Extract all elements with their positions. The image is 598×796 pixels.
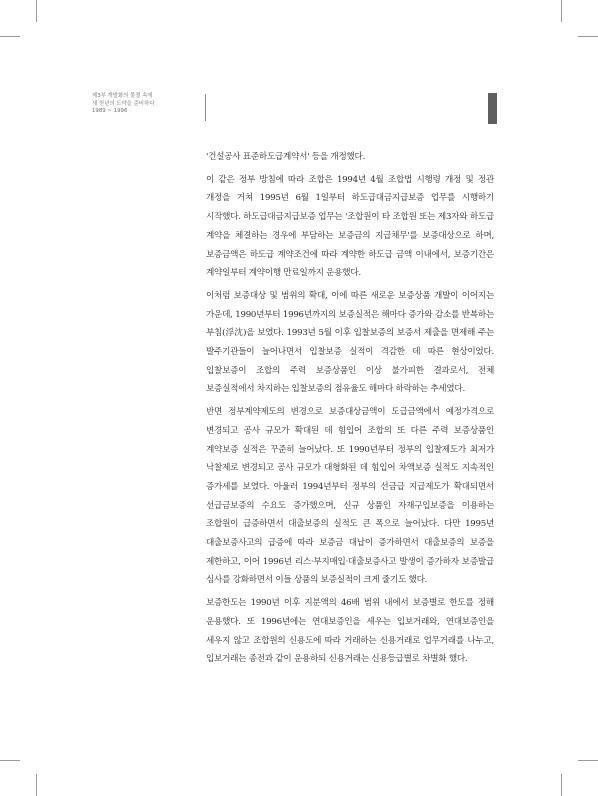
crop-mark-bottom-left-v <box>36 774 37 796</box>
paragraph: 반면 정부계약제도의 변경으로 보증대상금액이 도급금액에서 예정가격으로 변경되고 공사 규모가 확대된 데 힘입어 조합의 또 다른 주력 보증상품인 계약보증 실적은 꾸준히 늘어났다. 또 1990년부터 정부의 입찰제도가 최저가 낙찰제로 변경되고 공사 규모가 대형화된 데 힘입어 차액보증 실적도 지속적인 증가세를 보였다. 아울러 1994년부터 정부의 선금급 지급제도가 확대되면서 선급금보증의 수요도 증가했으며, 신규 상품인 자재구입보증을 이용하는 조합원이 급증하면서 대출보증의 실적도 큰 폭으로 늘어났다. 다만 1995년 대출보증사고의 급증에 따라 보증금 대납이 증가하면서 대출보증의 보증을 제한하고, 이어 1996년 리스·부지매입·대출보증사고 발생이 증가하자 보증발급 심사를 강화하면서 이들 상품의 보증실적이 크게 줄기도 했다. <box>206 407 494 586</box>
crop-mark-top-right-v <box>561 0 562 22</box>
paragraph: '건설공사 표준하도급계약서' 등을 개정했다. <box>206 152 366 162</box>
paragraph: 보증한도는 1990년 이후 지분액의 46배 범위 내에서 보증별로 한도를 정해 운용했다. 또 1996년에는 연대보증인을 세우는 입보거래와, 연대보증인을 세우지 않고 조합원의 신용도에 따라 거래하는 신용거래로 업무거래를 나누고, 입보거래는 종전과 같이 운용하되 신용거래는 신용등급별로 차별화 했다. <box>206 598 494 665</box>
crop-mark-bottom-left-h <box>0 760 20 761</box>
running-head-divider <box>205 94 206 121</box>
paragraph: 이처럼 보증대상 및 범위의 확대, 이에 따른 새로운 보증상품 개발이 이어지는 가운데, 1990년부터 1996년까지의 보증실적은 해마다 증가와 감소를 반복하는 부침(浮沈)을 보였다. 1993년 5월 이후 입찰보증의 보증서 제출을 면제해 주는 발주기관들이 늘어나면서 입찰보증 실적이 격감한 데 따른 현상이었다. 입찰보증이 조합의 주력 보증상품인 이상 불가피한 결과로서, 전체 보증실적에서 차지하는 입찰보증의 점유율도 해마다 하락하는 추세였다. <box>206 290 494 395</box>
chapter-tab-marker <box>488 93 497 124</box>
running-head-years: 1989 ~ 1996 <box>92 108 128 115</box>
running-head-chapter: 새 천년의 도약을 준비하다 <box>92 100 155 107</box>
running-head-part: 제3부 개발화의 물결 속에 <box>92 93 153 99</box>
running-head <box>92 93 202 116</box>
crop-mark-top-left-v <box>36 0 37 22</box>
crop-mark-bottom-right-h <box>578 760 598 761</box>
paragraph: 이 같은 정부 방침에 따라 조합은 1994년 4월 조합법 시행령 개정 및 정관 개정을 거쳐 1995년 6월 1일부터 하도급대금지급보증 업무를 시행하기 시작했다. 하도급대금지급보증 업무는 '조합원이 타 조합원 또는 제3자와 하도급 계약을 체결하는 경우에 부담하는 보증금의 지급채무'를 보증대상으로 하며, 보증금액은 하도급 계약조건에 따라 계약한 하도급 금액 이내에서, 보증기간은 계약일부터 계약이행 만료일까지 운용했다. <box>206 174 494 279</box>
body-text <box>206 148 494 673</box>
crop-mark-top-right-h <box>578 36 598 37</box>
crop-mark-bottom-right-v <box>561 774 562 796</box>
crop-mark-top-left-h <box>0 36 20 37</box>
